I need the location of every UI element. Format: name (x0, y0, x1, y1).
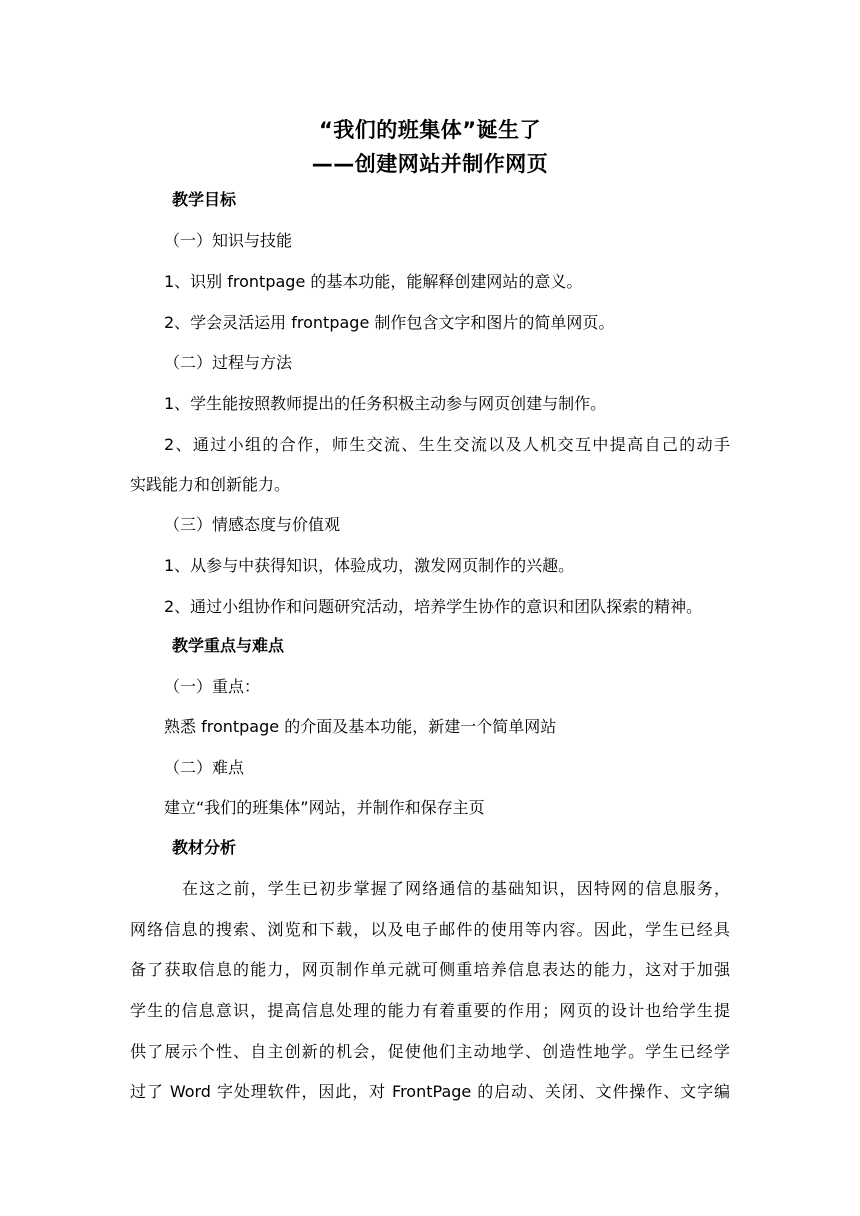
focus-heading: （一）重点： (164, 677, 261, 696)
knowledge-item-1: 1、识别 frontpage 的基本功能，能解释创建网站的意义。 (164, 272, 583, 291)
analysis-line-6: 过了 Word 字处理软件，因此，对 FrontPage 的启动、关闭、文件操作、文字编 (130, 1082, 730, 1101)
difficulty-text: 建立“我们的班集体”网站，并制作和保存主页 (164, 798, 485, 817)
document-subtitle: ——创建网站并制作网页 (311, 152, 549, 176)
emotion-item-1: 1、从参与中获得知识，体验成功，激发网页制作的兴趣。 (164, 556, 575, 575)
difficulty-heading: （二）难点 (164, 758, 245, 777)
analysis-line-2: 网络信息的搜索、浏览和下载，以及电子邮件的使用等内容。因此，学生已经具 (130, 920, 730, 939)
objectives-heading: 教学目标 (172, 190, 237, 209)
analysis-heading: 教材分析 (172, 838, 237, 857)
document-title: “我们的班集体”诞生了 (318, 118, 542, 142)
emotion-heading: （三）情感态度与价值观 (164, 515, 341, 534)
process-heading: （二）过程与方法 (164, 353, 293, 372)
process-item-2-cont: 实践能力和创新能力。 (130, 475, 291, 494)
analysis-line-5: 供了展示个性、自主创新的机会，促使他们主动地学、创造性地学。学生已经学 (130, 1042, 730, 1061)
keypoints-heading: 教学重点与难点 (172, 636, 285, 655)
process-item-1: 1、学生能按照教师提出的任务积极主动参与网页创建与制作。 (164, 394, 607, 413)
analysis-line-1: 在这之前，学生已初步掌握了网络通信的基础知识，因特网的信息服务， (182, 879, 730, 898)
knowledge-item-2: 2、学会灵活运用 frontpage 制作包含文字和图片的简单网页。 (164, 313, 615, 332)
process-item-2: 2、通过小组的合作，师生交流、生生交流以及人机交互中提高自己的动手 (164, 435, 730, 454)
analysis-line-3: 备了获取信息的能力，网页制作单元就可侧重培养信息表达的能力，这对于加强 (130, 960, 730, 979)
analysis-line-4: 学生的信息意识，提高信息处理的能力有着重要的作用；网页的设计也给学生提 (130, 1001, 730, 1020)
focus-text: 熟悉 frontpage 的介面及基本功能，新建一个简单网站 (164, 717, 557, 736)
emotion-item-2: 2、通过小组协作和问题研究活动，培养学生协作的意识和团队探索的精神。 (164, 597, 703, 616)
knowledge-heading: （一）知识与技能 (164, 231, 293, 250)
